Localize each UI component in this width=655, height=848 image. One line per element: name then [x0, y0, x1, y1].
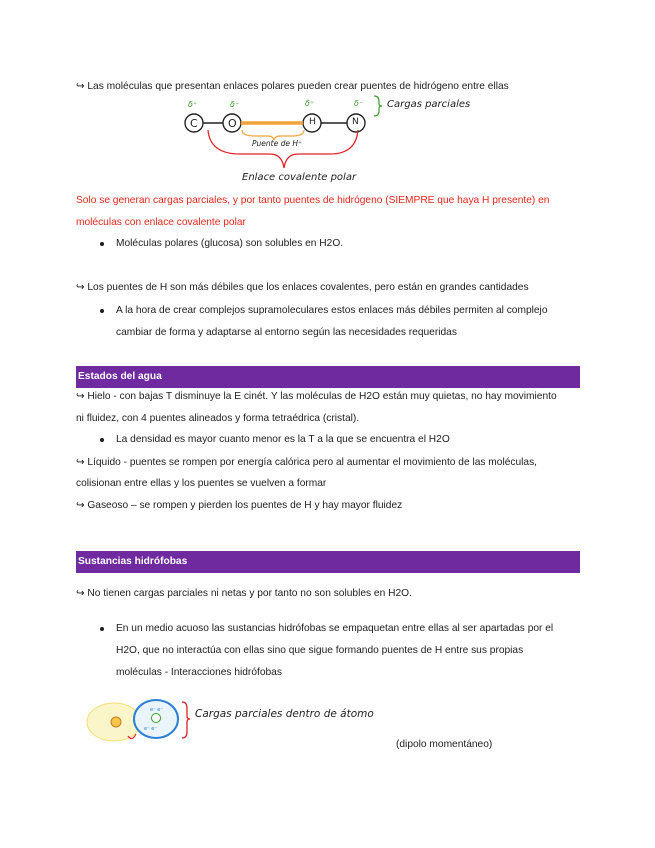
enlace-label: Enlace covalente polar: [242, 172, 357, 183]
puentes-bullet-line2: cambiar de forma y adaptarse al entorno según las necesidades requeridas: [116, 327, 457, 338]
dipole-sketch: [78, 696, 188, 746]
hielo-line2: ni fluidez, con 4 puentes alineados y forma tetraédrica (cristal).: [76, 413, 360, 424]
hidrofobas-line1: ↪ No tienen cargas parciales ni netas y por tanto no son solubles en H2O.: [76, 588, 412, 599]
liquido-line2: colisionan entre ellas y los puentes se vuelven a formar: [76, 478, 327, 489]
bullet-polares: Moléculas polares (glucosa) son solubles en H2O.: [116, 238, 344, 249]
atom-n: N: [352, 117, 359, 127]
gaseoso-line: ↪ Gaseoso – se rompen y pierden los puentes de H y hay mayor fluidez: [76, 500, 403, 511]
hielo-line1: ↪ Hielo - con bajas T disminuye la E cinét. Y las moléculas de H2O están muy quietas, no hay movimiento: [76, 391, 557, 402]
svg-text:e⁻ e⁻: e⁻ e⁻: [144, 726, 158, 732]
charges-brace: [372, 95, 384, 117]
atom-o: O: [228, 117, 237, 130]
yellow-nucleus: [111, 717, 121, 727]
cargas-parciales-label: Cargas parciales: [387, 99, 471, 110]
bullet-dot: [100, 242, 104, 246]
hidrofobas-bullet-line2: H2O, que no interactúa con ellas sino que sigue formando puentes de H entre sus propias: [116, 645, 524, 656]
red-note-line2: moléculas con enlace covalente polar: [76, 217, 246, 228]
blue-nucleus: [152, 714, 161, 723]
charge-n: δ⁻: [354, 99, 364, 108]
svg-text:e⁻ e⁻: e⁻ e⁻: [150, 707, 164, 713]
hidrofobas-bullet-line3: moléculas - Interacciones hidrófobas: [116, 667, 282, 678]
red-note-line1: Solo se generan cargas parciales, y por tanto puentes de hidrógeno (SIEMPRE que haya H presente) en: [76, 195, 550, 206]
bullet-dot: [100, 309, 104, 313]
bullet-dot: [100, 438, 104, 442]
hidrofobas-heading: Sustancias hidrófobas: [76, 551, 580, 573]
puentes-line: ↪ Los puentes de H son más débiles que los enlaces covalentes, pero están en grandes cantidades: [76, 282, 529, 293]
liquido-line1: ↪ Líquido - puentes se rompen por energía calórica pero al aumentar el movimiento de las moléculas,: [76, 457, 537, 468]
dipole-brace: [182, 702, 190, 738]
dipolo-label: (dipolo momentáneo): [396, 739, 493, 750]
cargas-dentro-label: Cargas parciales dentro de átomo: [195, 708, 374, 720]
bullet-dot: [100, 627, 104, 631]
charge-c: δ⁺: [188, 100, 198, 109]
puente-label: Puente de H⁺: [252, 139, 302, 148]
densidad-bullet: La densidad es mayor cuanto menor es la T a la que se encuentra el H2O: [116, 434, 450, 445]
atom-c: C: [190, 117, 198, 130]
hidrofobas-bullet-line1: En un medio acuoso las sustancias hidrófobas se empaquetan entre ellas al ser apartadas por el: [116, 623, 554, 634]
estados-heading: Estados del agua: [76, 366, 580, 388]
charge-h: δ⁺: [305, 99, 315, 108]
intro-text: ↪ Las moléculas que presentan enlaces polares pueden crear puentes de hidrógeno entre ellas: [76, 81, 509, 92]
atom-h: H: [309, 117, 316, 127]
puentes-bullet-line1: A la hora de crear complejos supramoleculares estos enlaces más débiles permiten al complejo: [116, 305, 548, 316]
charge-o: δ⁻: [230, 100, 240, 109]
